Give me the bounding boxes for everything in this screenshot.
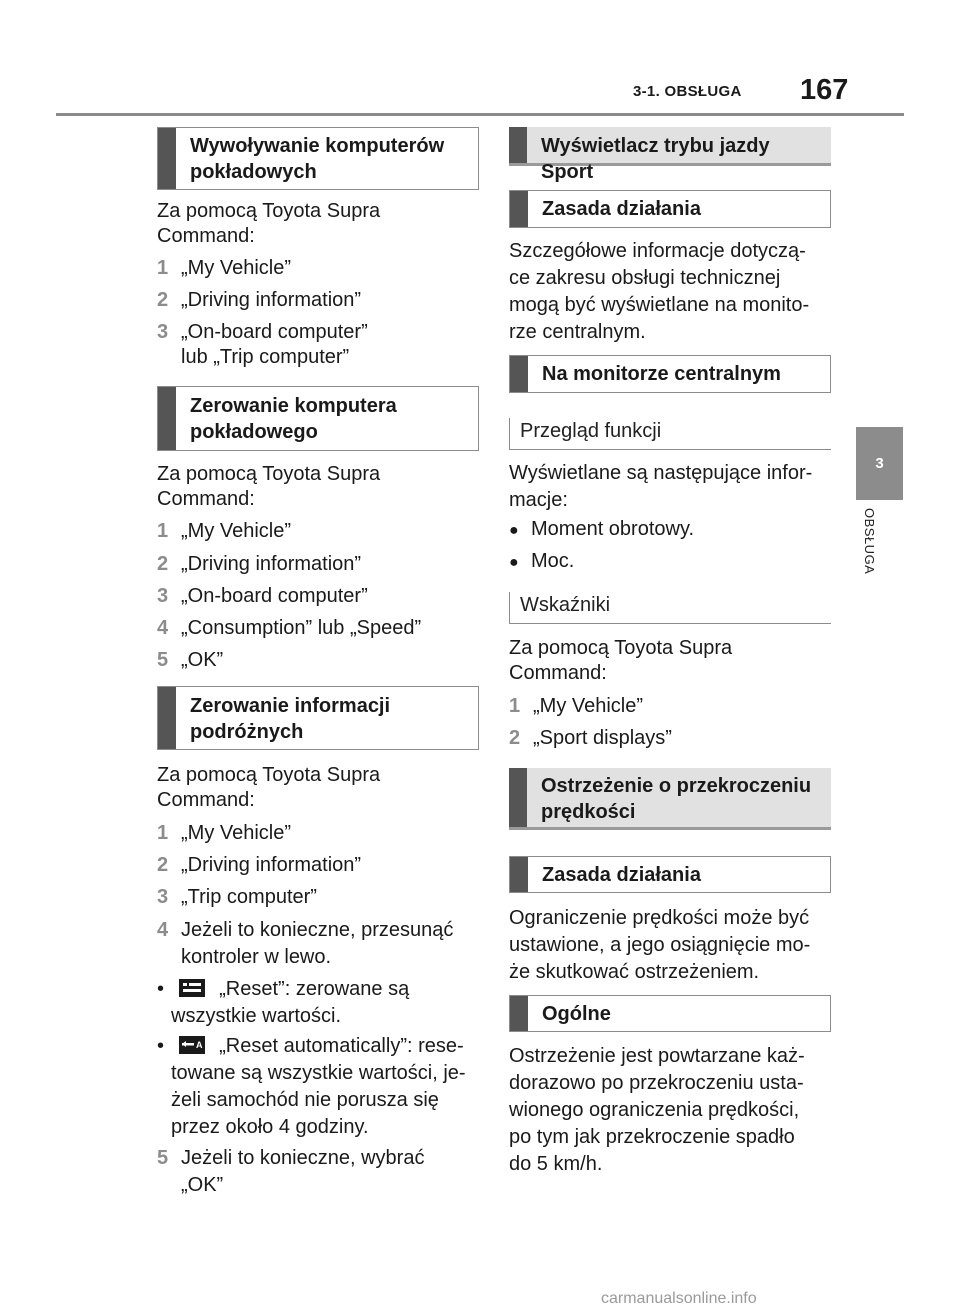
section-heading-onboard-computers: Wywoływanie komputerów pokładowych [157,127,479,190]
speed-limit-text: Ograniczenie prędkości może być ustawione, a jego osiągnięcie mo- że skutkować ostrzeżeniem. [509,907,811,983]
chapter-tab[interactable]: 3 [856,427,903,500]
step-item: 2 „Driving information” [157,854,362,876]
svg-text:A: A [195,1040,203,1050]
step-item: 2 „Driving information” [157,553,362,575]
page-number: 167 [800,74,849,106]
section-heading-sport-display: Wyświetlacz trybu jazdy Sport [509,127,831,166]
step-item: 1 „My Vehicle” [157,822,292,844]
subheading-indicators: Wskaźniki [509,592,831,624]
section-heading-reset-trip: Zerowanie informacji podróżnych [157,686,479,750]
step-item: 2 „Driving information” [157,289,362,311]
intro-text: Za pomocą Toyota Supra Command: [157,200,381,247]
step-item: 2 „Sport displays” [509,727,672,749]
step-item: 1 „My Vehicle” [157,520,292,542]
bullet-item: ● Moment obrotowy. [509,518,695,540]
bullet-item: ● Moc. [509,550,575,572]
step-item: 3 „On-board computer” [157,585,368,607]
section-heading-reset-computer: Zerowanie komputera pokładowego [157,386,479,451]
subsection-heading-principle: Zasada działania [509,856,831,893]
intro-text: Za pomocą Toyota Supra Command: [509,637,733,684]
subsection-heading-principle: Zasada działania [509,190,831,228]
step-item: 3 „Trip computer” [157,886,317,908]
bullet-item: • A „Reset automatically”: rese- towane są wszystkie wartości, je- żeli samochód nie porusza się przez około 4 godziny. [157,1035,466,1138]
watermark: carmanualsonline.info [601,1290,757,1307]
step-item: 4 Jeżeli to konieczne, przesunąć kontroler w lewo. [157,919,454,968]
step-item: 5 „OK” [157,649,224,671]
step-item: 4 „Consumption” lub „Speed” [157,617,422,639]
reset-auto-icon [178,1035,206,1055]
header-divider [56,113,904,116]
bullet-item: • „Reset”: zerowane są wszystkie wartości. [157,978,410,1027]
intro-text: Za pomocą Toyota Supra Command: [157,764,381,811]
section-heading-speed-warning: Ostrzeżenie o przekroczeniu prędkości [509,768,831,830]
subheading-function-overview: Przegląd funkcji [509,418,831,450]
general-text: Ostrzeżenie jest powtarzane każ- dorazowo po przekroczeniu usta- wionego ograniczenia prędkości, po tym jak przekroczenie spadło do 5 km/h. [509,1045,805,1175]
overview-text: Wyświetlane są następujące infor- macje: [509,462,813,511]
principle-text: Szczegółowe informacje dotyczą- ce zakresu obsługi technicznej mogą być wyświetlane na monito- rze centralnym. [509,240,810,343]
step-item: 1 „My Vehicle” [157,257,292,279]
step-item: 5 Jeżeli to konieczne, wybrać „OK” [157,1147,425,1196]
subsection-heading-general: Ogólne [509,995,831,1032]
chapter-label: OBSŁUGA [862,508,877,575]
subsection-heading-central-monitor: Na monitorze centralnym [509,355,831,393]
step-item: 3 „On-board computer” lub „Trip computer” [157,321,368,368]
step-item: 1 „My Vehicle” [509,695,644,717]
intro-text: Za pomocą Toyota Supra Command: [157,463,381,510]
section-title: 3-1. OBSŁUGA [633,83,742,100]
reset-icon [178,978,206,998]
